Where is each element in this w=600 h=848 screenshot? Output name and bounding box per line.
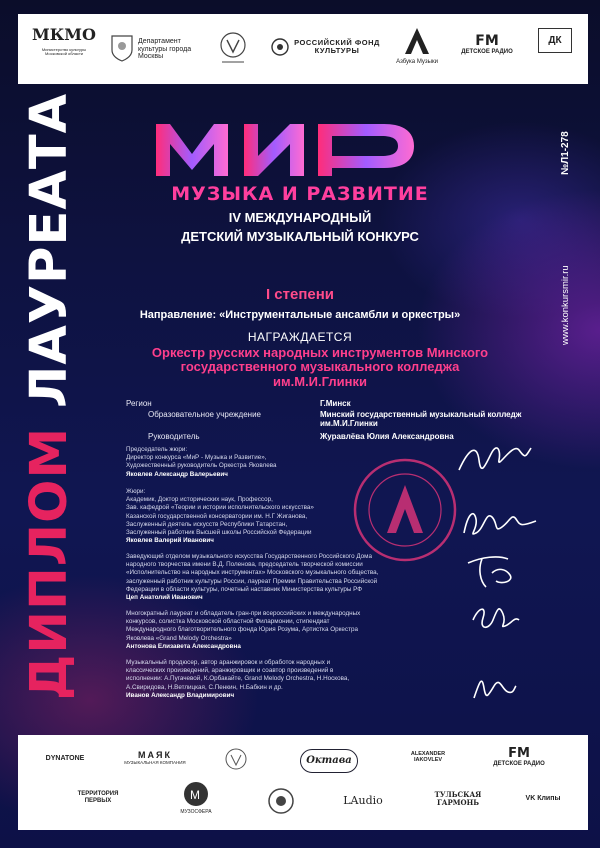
- jury-member-4: Музыкальный продюсер, автор аранжировок и обработок народных и классических произведений, аранжировщик и соавтор произведений в исполнении: А.Пугачевой, К.Орбакайте, Grand Melody Orchestra, Н.Носкова, А.Свиридова, Н.Ветлицкая, С.Пенкин, Н.Бабкин и др. Иванов Александр Владимирович: [126, 659, 350, 699]
- subtitle-international: IV МЕЖДУНАРОДНЫЙ: [228, 210, 372, 225]
- ministry-small-emblem-icon: [216, 747, 256, 773]
- azbuka-logo: Азбука Музыки: [394, 26, 440, 65]
- azbuka-icon: [402, 26, 432, 56]
- direction-line: Направление: «Инструментальные ансамбли и оркестры»: [139, 309, 461, 321]
- signature-chair: [455, 440, 535, 480]
- subtitle-contest: ДЕТСКИЙ МУЗЫКАЛЬНЫЙ КОНКУРС: [181, 229, 419, 244]
- head-label: Руководитель: [148, 432, 200, 441]
- dk-logo: ДК: [538, 28, 572, 53]
- institution-label: Образовательное учреждение: [148, 410, 261, 419]
- jury-member-1: Жюри: Академик, Доктор исторических наук, Профессор, Зав. кафедрой «Теории и истории исполнительского искусства» Казанской государственной консерватории им. Н.Г Жиганова, Заслуженный деятель искусств Республики Татарстан, Заслуженный работник Высшей школы Российской Федерации Яковлев Валерий Иванович: [126, 488, 314, 545]
- region-label: Регион: [126, 399, 152, 408]
- mkmo-logo: МКМО Министерство культуры Московской области: [32, 25, 96, 56]
- award-degree: I степени: [265, 286, 335, 303]
- subtitle-music-development: МУЗЫКА И РАЗВИТИЕ: [171, 183, 429, 205]
- awarded-label: НАГРАЖДАЕТСЯ: [247, 330, 353, 344]
- vk-clips-logo: VK Клипы: [525, 795, 561, 802]
- emblem-circle-icon: [266, 787, 296, 817]
- signature-jury-4: [468, 670, 518, 704]
- head-value: Журавлёва Юлия Александровна: [320, 432, 454, 441]
- jury-chair-block: Председатель жюри: Директор конкурса «МиР - Музыка и Развитие», Художественный руководитель Оркестра Яковлева Яковлев Александр Валерьевич: [126, 446, 277, 478]
- signature-jury-2: [462, 553, 522, 593]
- svg-text:M: M: [190, 788, 200, 802]
- muzosfera-icon: [183, 781, 209, 807]
- muzosfera-logo: M МУЗОСФЕРА: [166, 781, 226, 815]
- detskoe-radio-bottom-logo: FM ДЕТСКОЕ РАДИО: [493, 746, 545, 768]
- diploma-vertical-title: ДИПЛОМ ЛАУРЕАТА: [20, 92, 79, 700]
- mayak-logo: МАЯК МУЗЫКАЛЬНАЯ КОМПАНИЯ: [124, 750, 186, 765]
- winner-name: Оркестр русских народных инструментов Минского государственного музыкального колледжа им.М.И.Глинки: [151, 345, 489, 389]
- jury-member-2: Заведующий отделом музыкального искусства Государственного Российского Дома народного творчества имени В.Д. Поленова, председатель творческой комиссии «Исполнительство на народных инструментах» Московского музыкального общества, заслуженный работник культуры России, лауреат Премии Правительства Российской Федерации в области культуры, почетный наставник Министерства культуры РФ Цеп Анатолий Иванович: [126, 553, 379, 601]
- bottom-logo-strip: [18, 735, 588, 830]
- detskoe-radio-logo: FM ДЕТСКОЕ РАДИО: [461, 33, 513, 56]
- svg-text:МИР: МИР: [150, 105, 186, 122]
- diploma-number: №Л1-278: [560, 131, 571, 175]
- region-value: Г.Минск: [320, 399, 351, 408]
- jury-member-3: Многократный лауреат и обладатель гран-при всероссийских и международных конкурсов, солистка Московской областной Филармонии, стипендиат Международного благотворительного фонда Юрия Розума, Артистка Оркестра Яковлева «Grand Melody Orchestra» Антонова Елизавета Александровна: [126, 610, 361, 650]
- yakovlev-logo: ALEXANDER IAKOVLEV: [410, 751, 446, 764]
- rfk-icon: [270, 38, 290, 58]
- signature-jury-1: [460, 505, 540, 545]
- ministry-emblem-icon: [218, 30, 248, 66]
- oktava-logo: Октава: [300, 749, 358, 773]
- laudio-logo: LAudio: [343, 794, 383, 807]
- dept-culture-moscow: Департамент культуры города Москвы: [138, 38, 192, 61]
- rfk-logo: РОССИЙСКИЙ ФОНД КУЛЬТУРЫ: [294, 38, 380, 56]
- mir-brand-logo: [150, 105, 440, 180]
- institution-value: Минский государственный музыкальный колледж им.М.И.Глинки: [320, 410, 522, 429]
- tula-garmon-logo: ТУЛЬСКАЯ ГАРМОНЬ: [434, 790, 482, 807]
- moscow-emblem-icon: [110, 34, 134, 62]
- top-logo-strip: [18, 14, 588, 84]
- signature-jury-3: [465, 600, 525, 640]
- dynatone-logo: DYNATONE: [45, 755, 85, 762]
- site-url: www.konkursmir.ru: [560, 265, 571, 345]
- territory-logo: ТЕРРИТОРИЯ ПЕРВЫХ: [77, 791, 119, 804]
